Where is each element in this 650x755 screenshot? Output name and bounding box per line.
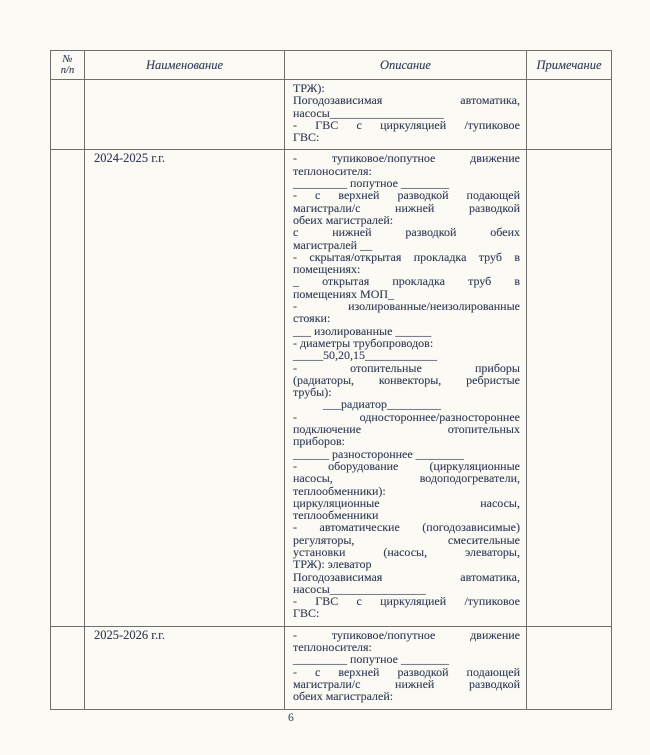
- description-line: _________ попутное ________: [293, 176, 449, 191]
- description-line: - с верхней разводкой подающей: [293, 188, 520, 203]
- description-line: циркуляционные насосы,: [293, 495, 520, 510]
- description-line: (радиаторы, конвекторы, ребристые: [293, 372, 520, 387]
- description-line: ТРЖ): элеватор: [293, 557, 372, 572]
- row-name-cell: 2024-2025 г.г.: [84, 150, 284, 625]
- description-line: магистралей __: [293, 237, 373, 252]
- description-line: магистрали/с нижней разводкой: [293, 200, 520, 215]
- description-line: - автоматические (погодозависимые): [293, 520, 520, 535]
- description-line: - тупиковое/попутное движение: [293, 627, 520, 642]
- table-row: [51, 626, 611, 709]
- row-description-cell: [284, 80, 526, 149]
- description-line: _ открытая прокладка труб в: [293, 274, 520, 289]
- header-num-line2: п/п: [60, 65, 75, 76]
- description-line: теплообменники: [293, 508, 379, 523]
- description-line: ___ изолированные ______: [293, 323, 432, 338]
- description-line: - изолированные/неизолированные: [293, 299, 520, 314]
- table-header-row: [51, 51, 611, 79]
- schedule-table: [50, 50, 612, 710]
- column-header-num: [51, 51, 84, 79]
- description-line: трубы):: [293, 385, 332, 400]
- description-line: помещениях:: [293, 262, 361, 277]
- row-note-cell: [526, 80, 611, 149]
- table-row: [51, 79, 611, 149]
- description-line: - одностороннее/разностороннее: [293, 409, 520, 424]
- description-line: Погодозависимая автоматика,: [293, 93, 520, 108]
- description-line: ______ разностороннее ________: [293, 446, 464, 461]
- description-line: - ГВС с циркуляцией /тупиковое: [293, 594, 520, 609]
- description-line: - скрытая/открытая прокладка труб в: [293, 249, 520, 264]
- description-line: обеих магистралей:: [293, 689, 394, 704]
- description-line: _________ попутное ________: [293, 652, 449, 667]
- header-num-line1: №: [62, 53, 73, 65]
- description-line: насосы, водоподогреватели,: [293, 471, 520, 486]
- description-line: стояки:: [293, 311, 331, 326]
- description-line: помещениях МОП_: [293, 286, 395, 301]
- description-line: - диаметры трубопроводов:: [293, 335, 434, 350]
- description-line: приборов:: [293, 434, 345, 449]
- row-number-cell: [51, 80, 84, 149]
- description-line: ТРЖ):: [293, 81, 325, 95]
- description-line: регуляторы, смесительные: [293, 532, 520, 547]
- description-line: установки (насосы, элеваторы,: [293, 544, 520, 559]
- column-header-description: Описание: [284, 51, 526, 79]
- description-line: насосы________________: [293, 581, 426, 596]
- row-description-cell: [284, 627, 526, 709]
- description-line: с нижней разводкой обеих: [293, 225, 520, 240]
- description-line: - отопительные приборы: [293, 360, 520, 375]
- row-name-cell: [84, 80, 284, 149]
- description-line: подключение отопительных: [293, 422, 520, 437]
- description-line: насосы___________________: [293, 105, 444, 120]
- column-header-note: Примечание: [526, 51, 611, 79]
- description-line: обеих магистралей:: [293, 212, 394, 227]
- row-note-cell: [526, 627, 611, 709]
- row-note-cell: [526, 150, 611, 625]
- description-line: теплоносителя:: [293, 163, 372, 178]
- table-row: [51, 149, 611, 625]
- description-line: - тупиковое/попутное движение: [293, 151, 520, 166]
- description-line: Погодозависимая автоматика,: [293, 569, 520, 584]
- description-line: теплообменники):: [293, 483, 386, 498]
- page-number: 6: [288, 712, 294, 724]
- description-line: ГВС:: [293, 606, 320, 621]
- description-line: _____50,20,15____________: [293, 348, 437, 363]
- description-line: - ГВС с циркуляцией /тупиковое: [293, 117, 520, 132]
- row-number-cell: [51, 627, 84, 709]
- row-number-cell: [51, 150, 84, 625]
- description-line: ГВС:: [293, 130, 320, 145]
- row-description-cell: [284, 150, 526, 625]
- description-line: - оборудование (циркуляционные: [293, 458, 520, 473]
- description-line: магистрали/с нижней разводкой: [293, 676, 520, 691]
- row-name-cell: 2025-2026 г.г.: [84, 627, 284, 709]
- description-line: ___радиатор_________: [323, 397, 441, 412]
- description-line: - с верхней разводкой подающей: [293, 664, 520, 679]
- column-header-name: Наименование: [84, 51, 284, 79]
- description-line: теплоносителя:: [293, 640, 372, 655]
